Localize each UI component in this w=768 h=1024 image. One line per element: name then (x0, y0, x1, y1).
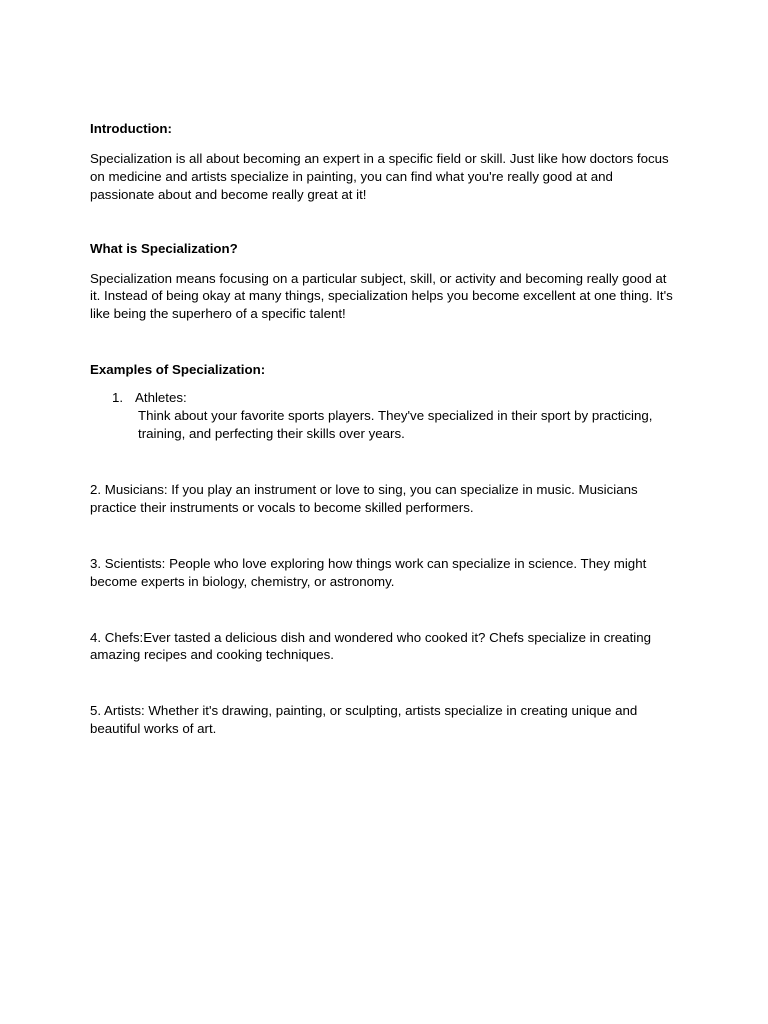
what-is-specialization-paragraph: Specialization means focusing on a particular subject, skill, or activity and becoming really good at it. Instead of being okay at many things, specialization helps you become excellent at one thing. It's like being the superhero of a specific talent! (90, 270, 673, 322)
list-item-body (135, 389, 678, 443)
example-chefs: 4. Chefs:Ever tasted a delicious dish and wondered who cooked it? Chefs specialize in creating amazing recipes and cooking techniques. (90, 629, 652, 663)
list-item-description: Think about your favorite sports players. They've specialized in their sport by practicing, training, and perfecting their skills over years. (138, 408, 653, 441)
list-item-athletes (90, 389, 678, 443)
introduction-heading: Introduction: (90, 121, 172, 136)
list-item-number: 1. (112, 390, 124, 406)
example-artists: 5. Artists: Whether it's drawing, painting, or sculpting, artists specialize in creating unique and beautiful works of art. (90, 703, 638, 737)
introduction-paragraph: Specialization is all about becoming an expert in a specific field or skill. Just like how doctors focus on medicine and artists specialize in painting, you can find what you're really good at and passionate about and become really great at it! (90, 150, 669, 202)
example-scientists: 3. Scientists: People who love exploring how things work can specialize in science. They might become experts in biology, chemistry, or astronomy. (90, 555, 647, 589)
what-is-specialization-heading: What is Specialization? (90, 240, 238, 256)
examples-numbered-list (90, 389, 678, 443)
example-musicians: 2. Musicians: If you play an instrument or love to sing, you can specialize in music. Musicians practice their instruments or vocals to become skilled performers. (90, 481, 638, 515)
examples-heading: Examples of Specialization: (90, 362, 266, 378)
list-item-title: Athletes: (135, 390, 187, 406)
